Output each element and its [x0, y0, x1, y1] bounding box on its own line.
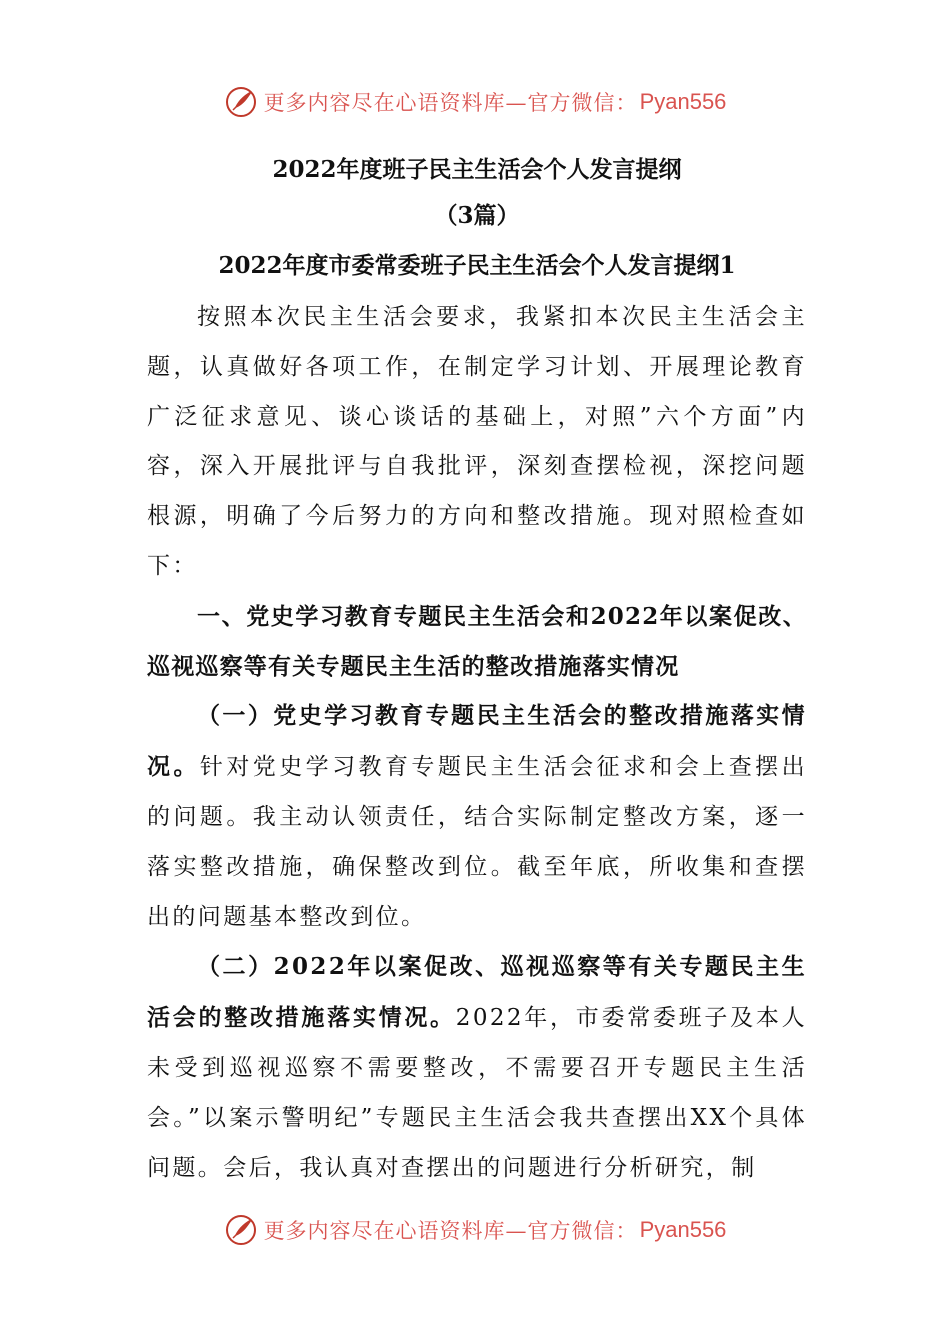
banner-text: 更多内容尽在心语资料库—官方微信： — [263, 1219, 638, 1243]
quill-logo-icon — [224, 85, 258, 119]
item2-body: 2022年，市委常委班子及本人未受到巡视巡察不需要整改，不需要召开专题民主生活会。”以案示警明纪”专题民主生活会我共查摆出XX个具体问题。会后，我认真对查摆出的问题进行分析研究，制 — [147, 1005, 807, 1181]
item1-heading: （一）党史学习教育专题民主生活会的整改措施落实情况。 — [147, 702, 807, 781]
banner-text: 更多内容尽在心语资料库—官方微信： — [263, 91, 638, 115]
document-subtitle: （3篇） — [434, 202, 520, 229]
item1-paragraph — [147, 691, 807, 942]
footer-watermark — [0, 1208, 950, 1252]
intro-paragraph: 按照本次民主生活会要求，我紧扣本次民主生活会主题，认真做好各项工作，在制定学习计划、开展理论教育广泛征求意见、谈心谈话的基础上，对照”六个方面”内容，深入开展批评与自我批评，深刻查摆检视，深挖问题根源，明确了今后努力的方向和整改措施。现对照检查如下： — [147, 304, 807, 579]
wechat-id: Pyan556 — [639, 89, 727, 114]
item2-heading: （二）2022年以案促改、巡视巡察等有关专题民主生活会的整改措施落实情况。 — [147, 953, 807, 1032]
item2-paragraph — [147, 942, 807, 1193]
document-title: 2022年度班子民主生活会个人发言提纲 — [272, 156, 682, 183]
item1-body: 针对党史学习教育专题民主生活会征求和会上查摆出的问题。我主动认领责任，结合实际制定整改方案，逐一落实整改措施，确保整改到位。截至年底，所收集和查摆出的问题基本整改到位。 — [147, 754, 807, 930]
section-heading: 一、党史学习教育专题民主生活会和2022年以案促改、巡视巡察等有关专题民主生活的整改措施落实情况 — [147, 602, 807, 680]
wechat-id: Pyan556 — [639, 1217, 727, 1242]
article-heading: 2022年度市委常委班子民主生活会个人发言提纲1 — [218, 252, 736, 279]
document-body — [147, 147, 807, 1193]
quill-logo-icon — [224, 1213, 258, 1247]
header-watermark — [0, 80, 950, 124]
